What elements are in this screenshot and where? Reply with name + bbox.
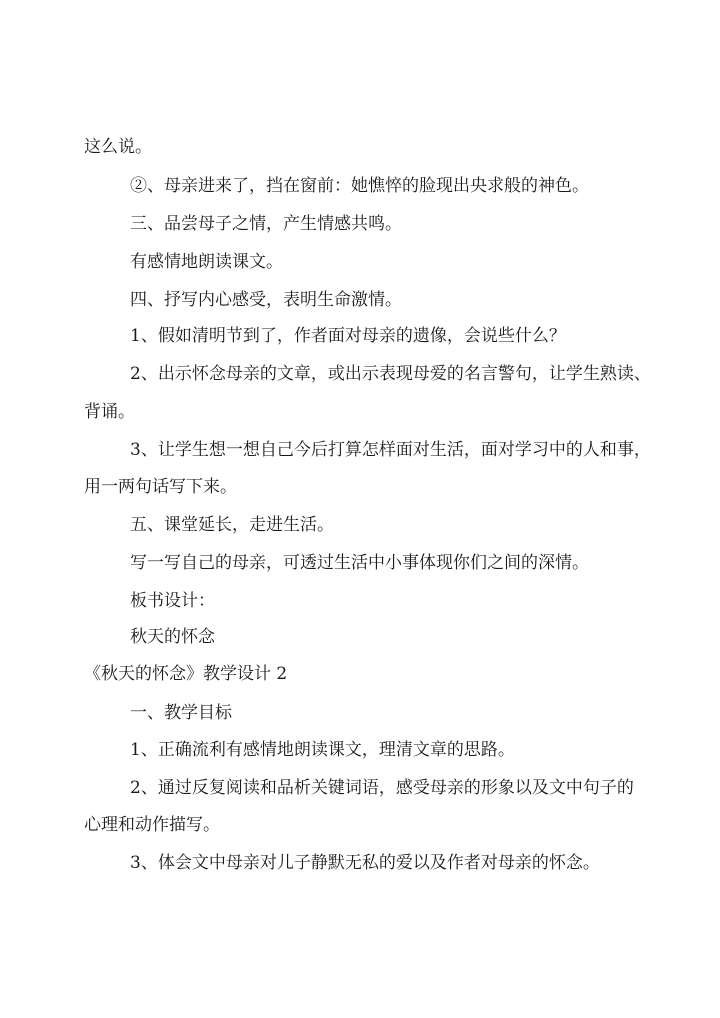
text-line: 背诵。 [84, 402, 135, 422]
text-line: 1、正确流利有感情地朗读课文，理清文章的思路。 [130, 740, 515, 760]
text-line: 心理和动作描写。 [84, 815, 220, 835]
text-line: 3、让学生想一想自己今后打算怎样面对生活，面对学习中的人和事， [130, 440, 651, 460]
text-line: 写一写自己的母亲，可透过生活中小事体现你们之间的深情。 [130, 553, 589, 573]
text-line: 五、课堂延长，走进生活。 [130, 515, 334, 535]
text-line: 板书设计： [130, 591, 215, 611]
text-line: 四、抒写内心感受，表明生命激情。 [130, 290, 402, 310]
text-line: 2、通过反复阅读和品析关键词语，感受母亲的形象以及文中句子的 [130, 778, 634, 798]
text-line: ②、母亲进来了，挡在窗前：她憔悴的脸现出央求般的神色。 [130, 176, 589, 196]
text-line: 3、体会文中母亲对儿子静默无私的爱以及作者对母亲的怀念。 [130, 853, 600, 873]
text-line: 用一两句话写下来。 [84, 477, 237, 497]
text-line: 1、假如清明节到了，作者面对母亲的遗像，会说些什么？ [130, 326, 566, 346]
text-line: 一、教学目标 [130, 703, 232, 723]
text-line: 有感情地朗读课文。 [130, 252, 283, 272]
text-line: 2、出示怀念母亲的文章，或出示表现母爱的名言警句，让学生熟读、 [130, 364, 651, 384]
text-line: 这么说。 [84, 137, 152, 157]
section-heading: 《秋天的怀念》教学设计 2 [84, 664, 288, 684]
text-line: 秋天的怀念 [130, 627, 215, 647]
text-line: 三、品尝母子之情，产生情感共鸣。 [130, 214, 402, 234]
